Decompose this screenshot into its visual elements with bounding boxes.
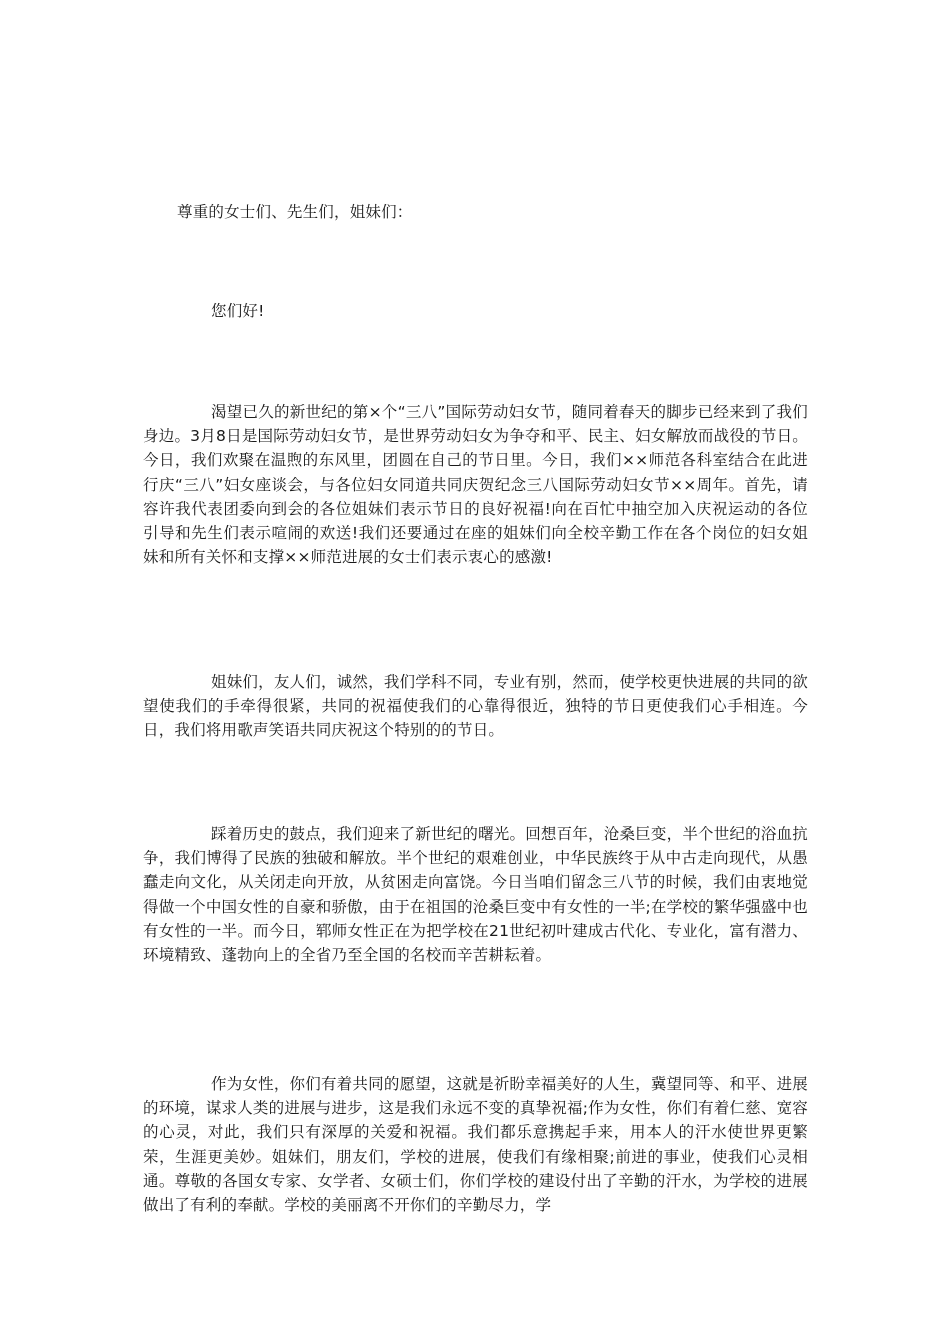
salutation: 尊重的女士们、先生们，姐妹们： [177,203,413,221]
paragraph: 姐妹们，友人们，诚然，我们学科不同，专业有别，然而，使学校更快进展的共同的欲望使我们的手牵得很紧，共同的祝福使我们的心靠得很近，独特的节日更使我们心手相连。今日，我们将用歌声笑语共同庆祝这个特别的的节日。 [143,673,808,740]
paragraph: 渴望已久的新世纪的第×个“三八”国际劳动妇女节，随同着春天的脚步已经来到了我们身边。3月8日是国际劳动妇女节，是世界劳动妇女为争夺和平、民主、妇女解放而战役的节日。今日，我们欢聚在温煦的东风里，团圆在自己的节日里。今日，我们××师范各科室结合在此进行庆“三八”妇女座谈会，与各位妇女同道共同庆贺纪念三八国际劳动妇女节××周年。首先，请容许我代表团委向到会的各位姐妹们表示节日的良好祝福!向在百忙中抽空加入庆祝运动的各位引导和先生们表示喧闹的欢送!我们还要通过在座的姐妹们向全校辛勤工作在各个岗位的妇女姐妹和所有关怀和支撑××师范进展的女士们表示衷心的感激! [143,403,808,567]
paragraph: 作为女性，你们有着共同的愿望，这就是祈盼幸福美好的人生，冀望同等、和平、进展的环境，谋求人类的进展与进步，这是我们永远不变的真挚祝福;作为女性，你们有着仁慈、宽容的心灵，对此，我们只有深厚的关爱和祝福。我们都乐意携起手来，用本人的汗水使世界更繁荣，生涯更美妙。姐妹们，朋友们，学校的进展，使我们有缘相聚;前进的事业，使我们心灵相通。尊敬的各国女专家、女学者、女硕士们，你们学校的建设付出了辛勤的汗水，为学校的进展做出了有利的奉献。学校的美丽离不开你们的辛勤尽力，学 [143,1075,808,1215]
opening-greeting: 您们好! [211,302,265,320]
paragraph: 踩着历史的鼓点，我们迎来了新世纪的曙光。回想百年，沧桑巨变，半个世纪的浴血抗争，我们博得了民族的独破和解放。半个世纪的艰难创业，中华民族终于从中古走向现代，从愚蠢走向文化，从关闭走向开放，从贫困走向富饶。今日当咱们留念三八节的时候，我们由衷地觉得做一个中国女性的自豪和骄傲，由于在祖国的沧桑巨变中有女性的一半;在学校的繁华强盛中也有女性的一半。而今日，郓师女性正在为把学校在21世纪初叶建成古代化、专业化，富有潜力、环境精致、蓬勃向上的全省乃至全国的名校而辛苦耕耘着。 [143,825,808,965]
